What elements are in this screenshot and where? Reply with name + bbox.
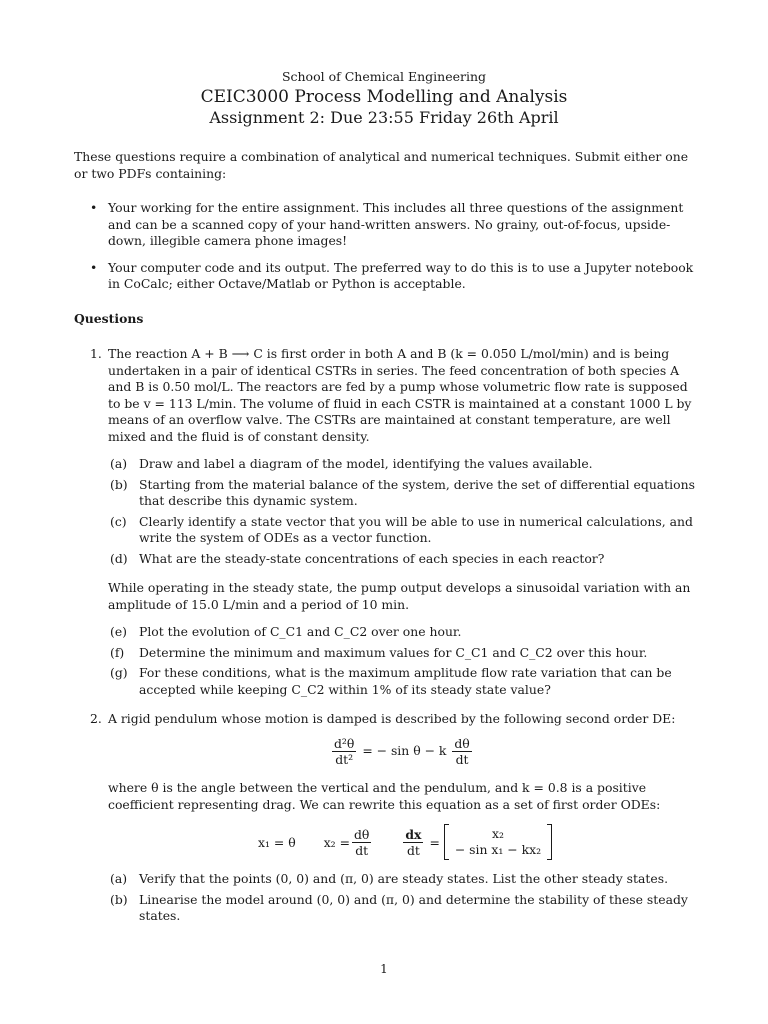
list-item: (e) Plot the evolution of C_C1 and C_C2 over one hour. (110, 624, 462, 639)
intro-paragraph: These questions require a combination of analytical and numerical techniques. Submit either one or two PDFs containing: (74, 149, 689, 181)
pendulum-equation: $\frac{\text{d²θ}}{\text{dt²}}$ = − sin θ − k $\frac{d\theta}{dt}$ (334, 736, 470, 767)
list-item: (b) Linearise the model around (0, 0) and (π, 0) and determine the stability of these steady states. (110, 891, 688, 923)
questions-heading: Questions (74, 311, 144, 326)
q1-parts-b (108, 624, 696, 702)
list-item: (c) Clearly identify a state vector that you will be able to use in numerical calculations, and write the system of ODEs as a vector function. (110, 513, 693, 545)
school-name: School of Chemical Engineering (281, 69, 487, 84)
page-number: 1 (380, 962, 388, 976)
q2-text: A rigid pendulum whose motion is damped is described by the following second order DE: (108, 711, 676, 726)
list-item: (g) For these conditions, what is the maximum amplitude flow rate variation that can be accepted while keeping C_C2 within 1% of its steady state value? (110, 665, 672, 697)
list-item: (d) What are the steady-state concentrations of each species in each reactor? (110, 550, 605, 566)
list-item: • Your computer code and its output. The preferred way to do this is to use a Jupyter notebook in CoCalc; either Octave/Matlab or Python is acceptable. (90, 260, 696, 293)
q2-after-equation: where θ is the angle between the vertical and the pendulum, and k = 0.8 is a positive coefficient representing drag. We can rewrite this equation as a set of first order ODEs: (108, 780, 661, 812)
state-matrix: x₂ − sin x₁ − kx₂ (444, 824, 552, 860)
list-item: (a) Draw and label a diagram of the model, identifying the values available. (110, 456, 593, 471)
q1-number: 1. (90, 346, 102, 361)
q1-parts-a (108, 456, 696, 571)
q2-parts (108, 871, 696, 929)
q1-text: The reaction A + B ⟶ C is first order in both A and B (k = 0.050 L/mol/min) and is being undertaken in a pair of identical CSTRs in series. The feed concentration of both species A and B is 0.50 mol/L. The reactors are fed by a pump whose volumetric flow rate is supposed to be v = 113 L/min. The volume of fluid in each CSTR is maintained at a constant 1000 L by means of an overflow valve. The CSTRs are maintained at constant temperature, are well mixed and the fluid is of constant density. (108, 346, 692, 444)
ode-system: x₁ = θ x₂ = $\frac{d\theta}{dt}$ $\frac{dx}{dt}$ = x₂ − sin x₁ − kx₂ (258, 824, 552, 860)
list-item: • Your working for the entire assignment. This includes all three questions of the assignment and can be a scanned copy of your hand-written answers. No grainy, out-of-focus, upside-down, illegible camera phone images! (90, 200, 696, 250)
q1-middle-text: While operating in the steady state, the pump output develops a sinusoidal variation with an amplitude of 15.0 L/min and a period of 10 min. (108, 580, 691, 612)
list-item: (a) Verify that the points (0, 0) and (π, 0) are steady states. List the other steady states. (110, 871, 669, 886)
list-item: (f) Determine the minimum and maximum values for C_C1 and C_C2 over this hour. (110, 644, 648, 660)
course-title: CEIC3000 Process Modelling and Analysis (200, 87, 568, 107)
q2-number: 2. (90, 711, 102, 726)
submission-list (90, 200, 696, 303)
assignment-title: Assignment 2: Due 23:55 Friday 26th April (209, 108, 559, 127)
list-item: (b) Starting from the material balance of the system, derive the set of differential equations that describe this dynamic system. (110, 476, 695, 508)
